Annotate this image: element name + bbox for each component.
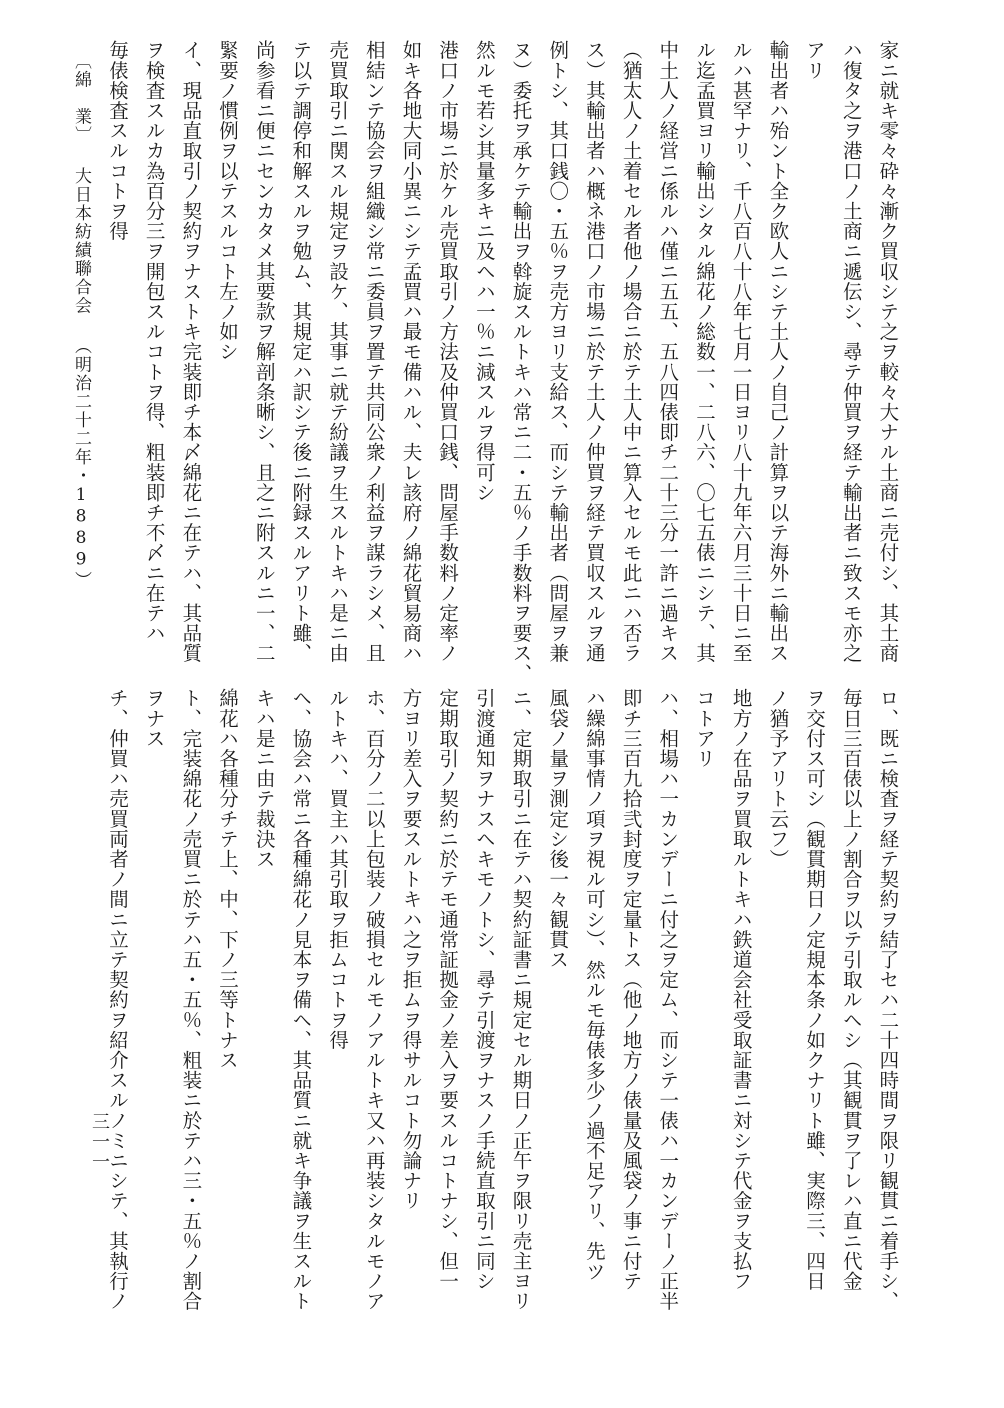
upper-text-line: アリ bbox=[803, 40, 827, 81]
upper-text-line: 尚参看ニ便ニセンカタメ其要款ヲ解剖条晰シ、且之ニ附スルニ一、二 bbox=[252, 40, 276, 664]
upper-text-line: ハ復タ之ヲ港口ノ土商ニ遞伝シ、尋テ仲買ヲ経テ輸出者ニ致スモ亦之 bbox=[839, 40, 863, 664]
upper-text-line: ス）其輸出者ハ概ネ港口ノ市場ニ於テ土人ノ仲買ヲ経テ買収スルヲ通 bbox=[582, 40, 606, 664]
lower-text-line: 毎日三百俵以上ノ割合ヲ以テ引取ルヘシ（其観貫ヲ了レハ直ニ代金 bbox=[839, 688, 863, 1291]
upper-text-line: イ、現品直取引ノ契約ヲナストキ完装即チ本〆綿花ニ在テハ、其品質 bbox=[179, 40, 203, 664]
header-section: 〔綿 業〕 bbox=[71, 52, 92, 145]
lower-text-line: チ、仲買ハ売買両者ノ間ニ立テ契約ヲ紹介スルノミニシテ、其執行ノ bbox=[105, 688, 129, 1312]
lower-text-line: 方ヨリ差入ヲ要スルトキハ之ヲ拒ムヲ得サルコト勿論ナリ bbox=[399, 688, 423, 1211]
lower-text-line: ヲナス bbox=[142, 688, 166, 749]
lower-text-line: 綿花ハ各種分チテ上、中、下ノ三等トナス bbox=[216, 688, 240, 1070]
lower-text-line: 即チ三百九拾弐封度ヲ定量トス（他ノ地方ノ俵量及風袋ノ事ニ付テ bbox=[619, 688, 643, 1291]
lower-text-line: キハ是ニ由テ裁決ス bbox=[252, 688, 276, 869]
header-source: 大日本紡績聯合会 bbox=[71, 166, 92, 315]
upper-text-block bbox=[60, 40, 906, 684]
upper-text-line: 相結ンテ協会ヲ組織シ常ニ委員ヲ置テ共同公衆ノ利益ヲ謀ラシメ、且 bbox=[362, 40, 386, 664]
upper-text-line: 緊要ノ慣例ヲ以テスルコト左ノ如シ bbox=[216, 40, 240, 362]
upper-text-line: 中土人ノ経営ニ係ルハ僅ニ五五、五八四俵即チ二十三分一許ニ過キス bbox=[656, 40, 680, 664]
lower-text-line: ホ、百分ノ二以上包装ノ破損セルモノアルトキ又ハ再装シタルモノア bbox=[362, 688, 386, 1312]
lower-text-line: 地方ノ在品ヲ買取ルトキハ鉄道会社受取証書ニ対シテ代金ヲ支払フ bbox=[729, 688, 753, 1291]
lower-text-line: コトアリ bbox=[692, 688, 716, 769]
lower-text-line: ヲ交付ス可シ（観貫期日ノ定規本条ノ如クナリト雖、実際三、四日 bbox=[803, 688, 827, 1291]
upper-text-line: 如キ各地大同小異ニシテ孟買ハ最モ備ハル、夫レ該府ノ綿花貿易商ハ bbox=[399, 40, 423, 664]
upper-text-line: 然ルモ若シ其量多キニ及ヘハ一％ニ減スルヲ得可シ bbox=[472, 40, 496, 503]
lower-text-line: ロ、既ニ検査ヲ経テ契約ヲ結了セハ二十四時間ヲ限リ観貫ニ着手シ、 bbox=[876, 688, 900, 1312]
upper-text-line: 毎俵検査スルコトヲ得 bbox=[105, 40, 129, 241]
lower-text-line: 風袋ノ量ヲ測定シ後一々観貫ス bbox=[546, 688, 570, 970]
lower-text-line: ルトキハ、買主ハ其引取ヲ拒ムコトヲ得 bbox=[326, 688, 350, 1050]
lower-text-line: ニ、定期取引ニ在テハ契約証書ニ規定セル期日ノ正午ヲ限リ売主ヨリ bbox=[509, 688, 533, 1312]
lower-text-line: ハ繰綿事情ノ項ヲ視ル可シ）、然ルモ毎俵多少ノ過不足アリ、先ツ bbox=[582, 688, 606, 1282]
header-date: （明治二十二年・1889） bbox=[71, 336, 92, 589]
lower-text-line: ヘ、協会ハ常ニ各種綿花ノ見本ヲ備ヘ、其品質ニ就キ争議ヲ生スルト bbox=[289, 688, 313, 1312]
upper-text-line: （猶太人ノ土着セル者他ノ場合ニ於テ土人中ニ算入セルモ此ニハ否ラ bbox=[619, 40, 643, 664]
upper-text-line: ヲ検査スルカ為百分三ヲ開包スルコトヲ得、粗装即チ不〆ニ在テハ bbox=[142, 40, 166, 643]
lower-text-line: 引渡通知ヲナスヘキモノトシ、尋テ引渡ヲナスノ手続直取引ニ同シ bbox=[472, 688, 496, 1291]
lower-text-line: 定期取引ノ契約ニ於テモ通常証拠金ノ差入ヲ要スルコトナシ、但一 bbox=[436, 688, 460, 1291]
upper-text-line: ル迄孟買ヨリ輸出シタル綿花ノ総数一、二八六、〇七五俵ニシテ、其 bbox=[692, 40, 716, 664]
upper-text-line: 例トシ、其口銭〇・五％ヲ売方ヨリ支給ス、而シテ輸出者（問屋ヲ兼 bbox=[546, 40, 570, 664]
lower-text-line: ハ、相場ハ一カンデーニ付之ヲ定ム、而シテ一俵ハ一カンデーノ正半 bbox=[656, 688, 680, 1312]
lower-text-line: ト、完装綿花ノ売買ニ於テハ五・五％、粗装ニ於テハ三・五％ノ割合 bbox=[179, 688, 203, 1312]
upper-text-line: 売買取引ニ関スル規定ヲ設ケ、其事ニ就テ紛議ヲ生スルトキハ是ニ由 bbox=[326, 40, 350, 664]
upper-text-line: ヌ）委托ヲ承ケテ輸出ヲ斡旋スルトキハ常ニ二・五％ノ手数料ヲ要ス、 bbox=[509, 40, 533, 684]
upper-text-line: 港口ノ市場ニ於ケル売買取引ノ方法及仲買口銭、問屋手数料ノ定率ノ bbox=[436, 40, 460, 664]
upper-text-line: ルハ甚罕ナリ、千八百八十八年七月一日ヨリ八十九年六月三十日ニ至 bbox=[729, 40, 753, 664]
running-header bbox=[62, 40, 99, 600]
lower-text-block bbox=[95, 688, 906, 1312]
lower-text-line: ノ猶予アリト云フ） bbox=[766, 688, 790, 869]
page-number: 三一一 bbox=[89, 1112, 110, 1172]
upper-text-line: 輸出者ハ殆ント全ク欧人ニシテ土人ノ自己ノ計算ヲ以テ海外ニ輸出ス bbox=[766, 40, 790, 664]
upper-text-line: 家ニ就キ零々砕々漸ク買収シテ之ヲ較々大ナル土商ニ売付シ、其土商 bbox=[876, 40, 900, 664]
upper-text-line: テ以テ調停和解スルヲ勉ム、其規定ハ訳シテ後ニ附録スルアリト雖、 bbox=[289, 40, 313, 664]
